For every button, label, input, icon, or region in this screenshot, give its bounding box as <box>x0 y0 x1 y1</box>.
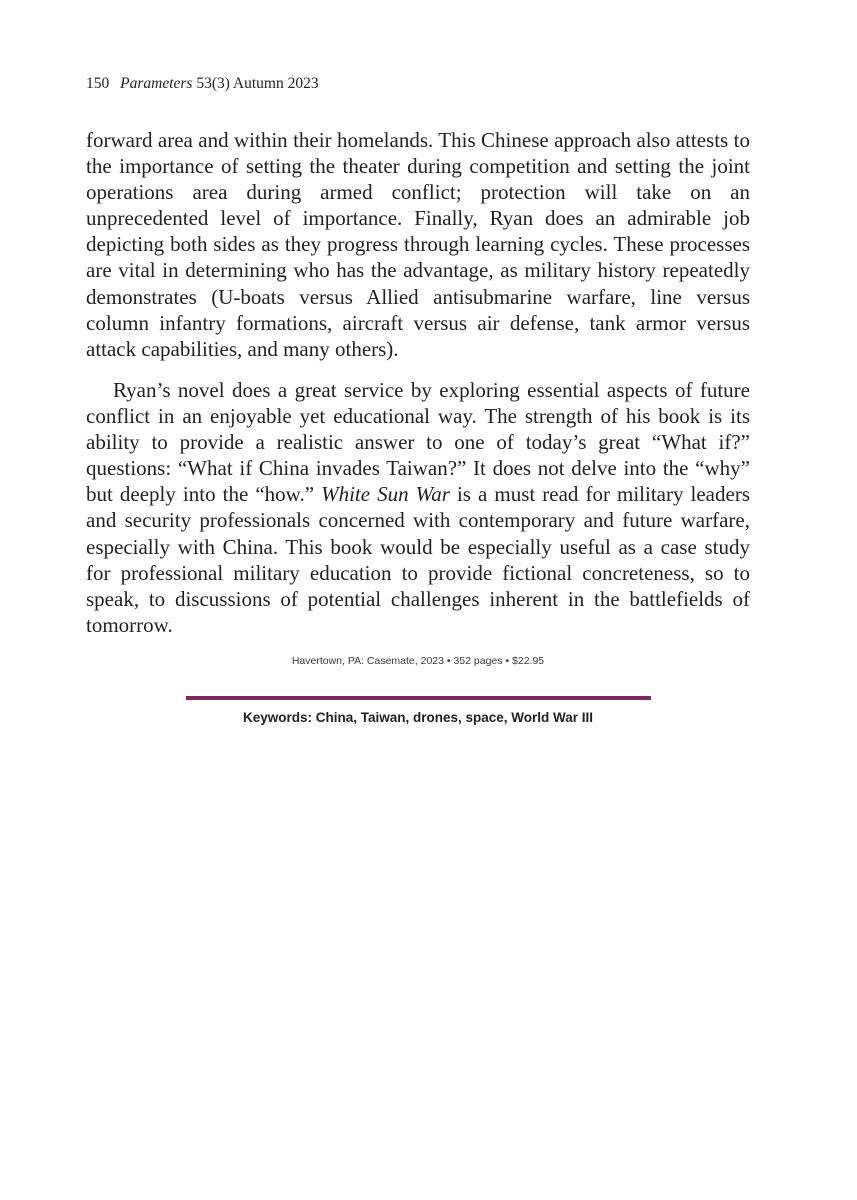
book-title: White Sun War <box>321 482 450 507</box>
body-paragraph-1 <box>86 127 750 362</box>
body-paragraph-2 <box>86 377 750 638</box>
paragraph-text <box>86 377 750 638</box>
running-header <box>86 74 319 94</box>
paragraph-text: forward area and within their homelands. This Chinese approach also attests to the importance of setting the theater during competition and setting the joint operations area during armed conflict; protection will take on an unprecedented level of importance. Finally, Ryan does an admirable job depicting both sides as they progress through learning cycles. These processes are vital in determining who has the advantage, as military history repeatedly demonstrates (U-boats versus Allied antisubmarine warfare, line versus column infantry formations, aircraft versus air defense, tank armor versus attack capabilities, and many others). <box>86 128 750 361</box>
keywords: Keywords: China, Taiwan, drones, space, World War III <box>242 710 594 725</box>
paragraph-text-part: is a must read for military leaders and security professionals concerned with contemporary and future warfare, especially with China. This book would be especially useful as a case study for professional military education to provide fictional concreteness, so to speak, to discussions of potential challenges inherent in the battlefields of tomorrow. <box>86 482 750 637</box>
publication-info: Havertown, PA: Casemate, 2023 • 352 pages • $22.95 <box>291 655 545 667</box>
divider-rule <box>186 696 651 700</box>
page-number: 150 <box>86 75 110 92</box>
paragraph-text-part: Ryan’s novel does a great service by exploring essential aspects of future conflict in an enjoyable yet educational way. The strength of his book is its ability to provide a realistic answer to one of today’s great “What if?” questions: “What if China invades Taiwan?” It does not delve into the “why” but deeply into the “how.” <box>86 378 750 507</box>
journal-issue: 53(3) Autumn 2023 <box>196 75 319 92</box>
journal-title: Parameters <box>120 75 193 92</box>
